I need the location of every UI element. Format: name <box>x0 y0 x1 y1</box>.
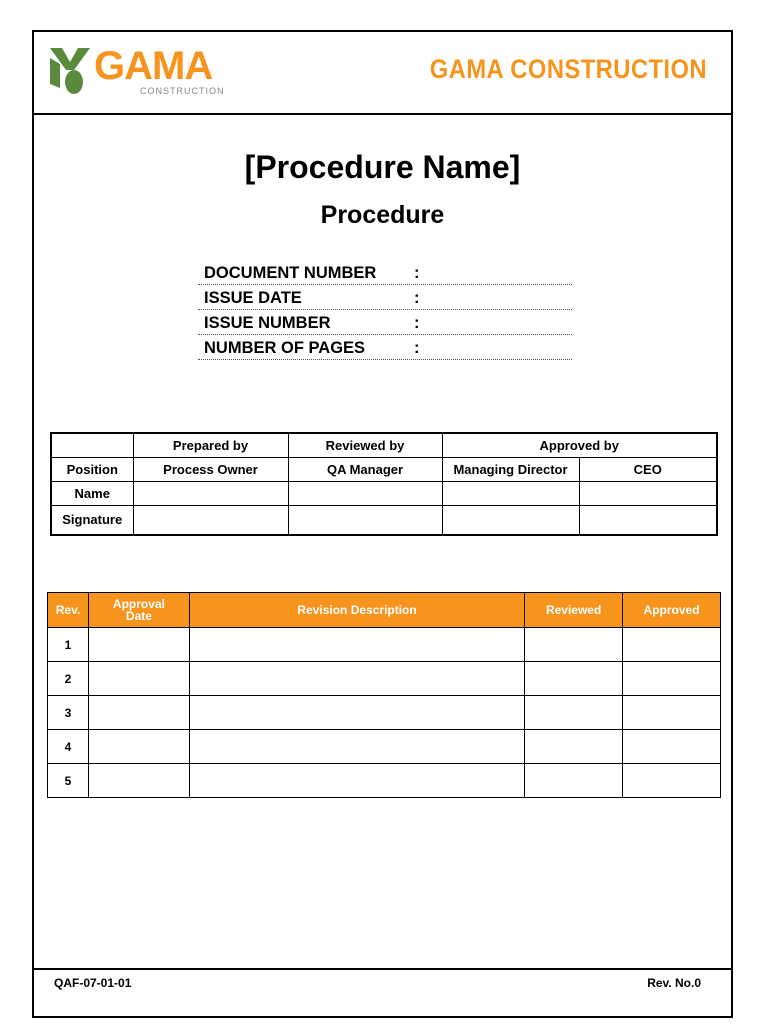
reviewed-cell[interactable] <box>525 730 623 764</box>
info-row-document-number <box>198 260 572 285</box>
approved-cell[interactable] <box>623 662 721 696</box>
approved-cell[interactable] <box>623 628 721 662</box>
table-row <box>48 696 721 730</box>
info-row-issue-date <box>198 285 572 310</box>
rev-number: 3 <box>48 696 89 730</box>
signature-cell[interactable] <box>579 505 717 535</box>
approval-date-cell[interactable] <box>88 764 189 798</box>
table-row <box>48 730 721 764</box>
table-row <box>48 662 721 696</box>
company-name: GAMA CONSTRUCTION <box>429 54 707 84</box>
position-process-owner: Process Owner <box>133 457 288 481</box>
approval-date-cell[interactable] <box>88 662 189 696</box>
info-colon: : <box>414 314 420 332</box>
name-cell[interactable] <box>288 481 442 505</box>
signature-cell[interactable] <box>442 505 579 535</box>
reviewed-cell[interactable] <box>525 628 623 662</box>
footer-divider <box>34 968 731 970</box>
description-cell[interactable] <box>189 628 524 662</box>
row-label-name: Name <box>51 481 133 505</box>
name-cell[interactable] <box>442 481 579 505</box>
header-prepared-by: Prepared by <box>133 433 288 457</box>
signoff-corner-cell <box>51 433 133 457</box>
info-colon: : <box>414 289 420 307</box>
info-label: DOCUMENT NUMBER <box>204 264 377 282</box>
info-label: ISSUE NUMBER <box>204 314 331 332</box>
row-label-signature: Signature <box>51 505 133 535</box>
rev-number: 1 <box>48 628 89 662</box>
gama-logo-icon <box>48 44 92 96</box>
position-qa-manager: QA Manager <box>288 457 442 481</box>
gama-logo <box>48 44 225 98</box>
approval-date-cell[interactable] <box>88 696 189 730</box>
description-cell[interactable] <box>189 662 524 696</box>
rev-header-reviewed: Reviewed <box>525 593 623 628</box>
logo-wordmark: GAMA <box>94 44 213 88</box>
info-colon: : <box>414 264 420 282</box>
info-label: ISSUE DATE <box>204 289 302 307</box>
rev-header-approval-date: Approval Date <box>88 593 189 628</box>
approved-cell[interactable] <box>623 730 721 764</box>
info-label: NUMBER OF PAGES <box>204 339 366 357</box>
signature-cell[interactable] <box>288 505 442 535</box>
approved-cell[interactable] <box>623 764 721 798</box>
description-cell[interactable] <box>189 696 524 730</box>
info-row-number-of-pages <box>198 335 572 360</box>
table-row <box>48 628 721 662</box>
table-row <box>48 764 721 798</box>
reviewed-cell[interactable] <box>525 764 623 798</box>
revision-table <box>47 592 721 798</box>
info-row-issue-number <box>198 310 572 335</box>
name-cell[interactable] <box>579 481 717 505</box>
rev-number: 4 <box>48 730 89 764</box>
procedure-subtitle: Procedure <box>320 201 445 229</box>
position-managing-director: Managing Director <box>442 457 579 481</box>
rev-header-rev: Rev. <box>48 593 89 628</box>
document-info-block <box>198 260 572 360</box>
approved-cell[interactable] <box>623 696 721 730</box>
approval-date-cell[interactable] <box>88 628 189 662</box>
rev-number: 2 <box>48 662 89 696</box>
logo-subtext: CONSTRUCTION <box>140 86 225 96</box>
procedure-title: [Procedure Name] <box>244 149 521 185</box>
description-cell[interactable] <box>189 764 524 798</box>
info-colon: : <box>414 339 420 357</box>
signoff-table <box>50 432 718 536</box>
description-cell[interactable] <box>189 730 524 764</box>
header-reviewed-by: Reviewed by <box>288 433 442 457</box>
document-frame <box>32 30 733 1018</box>
revision-number: Rev. No.0 <box>647 976 701 990</box>
rev-header-description: Revision Description <box>189 593 524 628</box>
reviewed-cell[interactable] <box>525 696 623 730</box>
rev-header-approved: Approved <box>623 593 721 628</box>
document-header <box>34 32 731 115</box>
rev-number: 5 <box>48 764 89 798</box>
signature-cell[interactable] <box>133 505 288 535</box>
form-code: QAF-07-01-01 <box>54 976 132 990</box>
position-ceo: CEO <box>579 457 717 481</box>
approval-date-cell[interactable] <box>88 730 189 764</box>
row-label-position: Position <box>51 457 133 481</box>
name-cell[interactable] <box>133 481 288 505</box>
reviewed-cell[interactable] <box>525 662 623 696</box>
header-approved-by: Approved by <box>442 433 717 457</box>
